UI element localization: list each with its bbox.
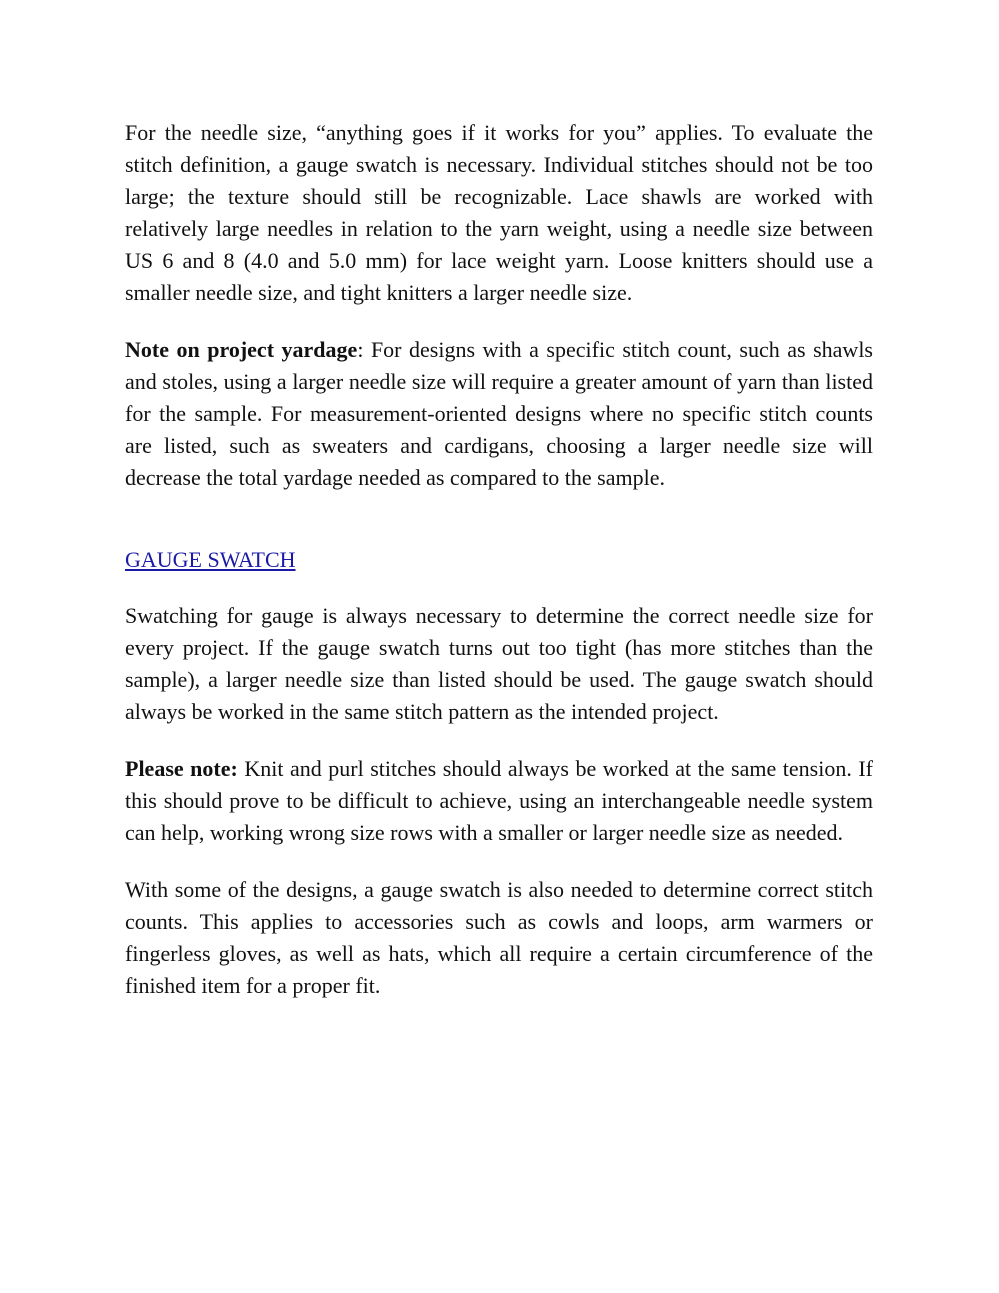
paragraph-project-yardage <box>125 334 873 494</box>
paragraph-needle-size: For the needle size, “anything goes if it works for you” applies. To evaluate the stitch definition, a gauge swatch is necessary. Individual stitches should not be too large; the texture should still be recognizable. Lace shawls are worked with relatively large needles in relation to the yarn weight, using a needle size between US 6 and 8 (4.0 and 5.0 mm) for lace weight yarn. Loose knitters should use a smaller needle size, and tight knitters a larger needle size. <box>125 120 873 305</box>
gauge-swatch-heading-link[interactable]: GAUGE SWATCH <box>125 547 296 572</box>
paragraph-stitch-counts: With some of the designs, a gauge swatch is also needed to determine correct stitch counts. This applies to accessories such as cowls and loops, arm warmers or fingerless gloves, as well as hats, which all require a certain circumference of the finished item for a proper fit. <box>125 877 873 998</box>
yardage-note-text: : For designs with a specific stitch count, such as shawls and stoles, using a larger needle size will require a greater amount of yarn than listed for the sample. For measurement-oriented designs where no specific stitch counts are listed, such as sweaters and cardigans, choosing a larger needle size will decrease the total yardage needed as compared to the sample. <box>125 337 873 490</box>
paragraph-please-note <box>125 753 873 849</box>
yardage-note-label: Note on project yardage <box>125 337 358 362</box>
document-body <box>125 117 873 1002</box>
please-note-label: Please note: <box>125 756 238 781</box>
please-note-text: Knit and purl stitches should always be worked at the same tension. If this should prove to be difficult to achieve, using an interchangeable needle system can help, working wrong size rows with a smaller or larger needle size as needed. <box>125 756 873 845</box>
paragraph-swatch-intro: Swatching for gauge is always necessary to determine the correct needle size for every project. If the gauge swatch turns out too tight (has more stitches than the sample), a larger needle size than listed should be used. The gauge swatch should always be worked in the same stitch pattern as the intended project. <box>125 603 873 724</box>
